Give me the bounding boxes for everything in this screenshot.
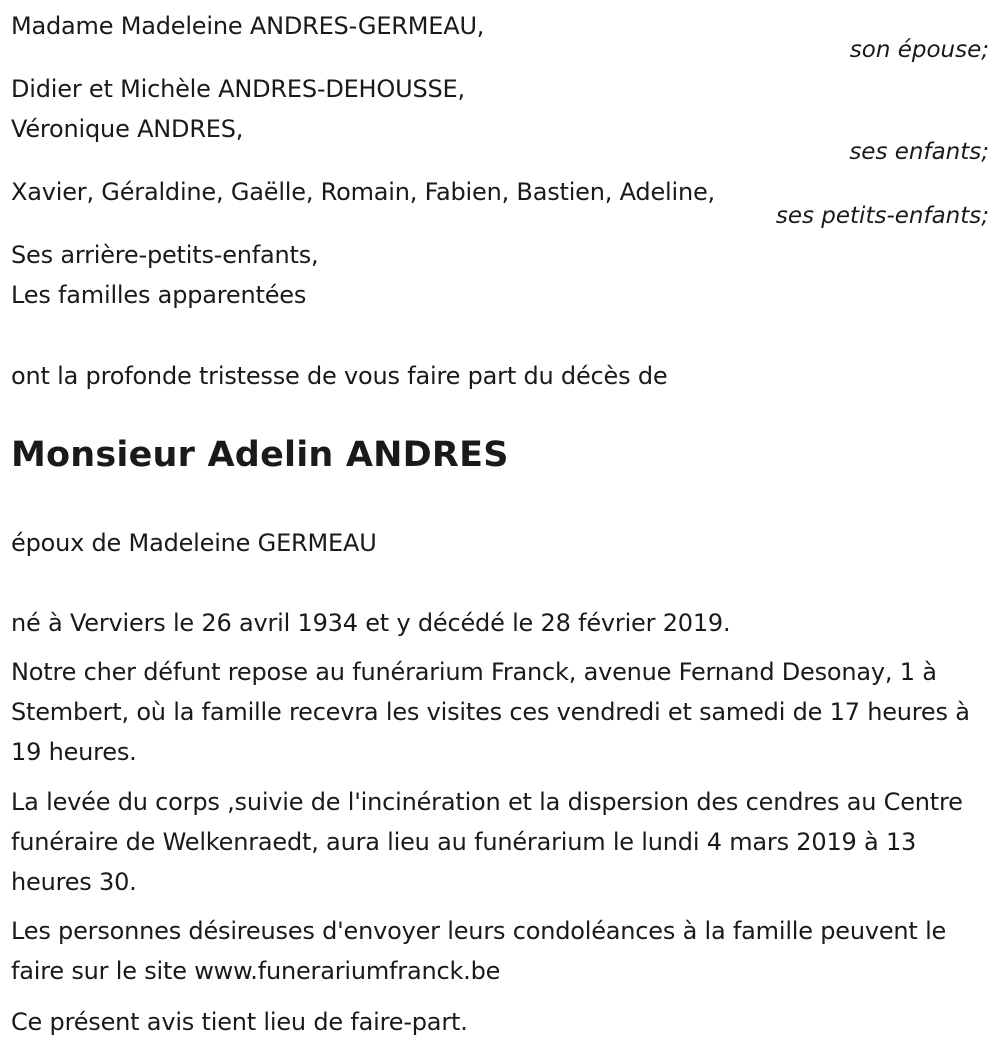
deceased-name: Monsieur Adelin ANDRES [11, 435, 509, 475]
spouse-of: époux de Madeleine GERMEAU [11, 529, 377, 557]
birth-death-info: né à Verviers le 26 avril 1934 et y décédé le 28 février 2019. [11, 609, 731, 637]
relatives: Les familles apparentées [11, 281, 307, 309]
spouse-role: son épouse; [849, 37, 989, 63]
repose-info: Notre cher défunt repose au funérarium Franck, avenue Fernand Desonay, 1 à Stembert, où la famille recevra les visites ces vendredi et samedi de 17 heures à 19 heures. [11, 658, 970, 766]
spouse-name: Madame Madeleine ANDRES-GERMEAU, [11, 12, 485, 40]
announcement-intro: ont la profonde tristesse de vous faire part du décès de [11, 362, 668, 390]
condolences-info: Les personnes désireuses d'envoyer leurs condoléances à la famille peuvent le faire sur le site www.funerariumfranck.be [11, 917, 947, 985]
ceremony-info: La levée du corps ,suivie de l'incinération et la dispersion des cendres au Centre funéraire de Welkenraedt, aura lieu au funérarium le lundi 4 mars 2019 à 13 heures 30. [11, 788, 963, 896]
closing-note: Ce présent avis tient lieu de faire-part. [11, 1008, 468, 1036]
children-line-1: Didier et Michèle ANDRES-DEHOUSSE, [11, 75, 465, 103]
great-grandchildren: Ses arrière-petits-enfants, [11, 241, 319, 269]
grandchildren-role: ses petits-enfants; [775, 203, 989, 229]
children-role: ses enfants; [849, 139, 989, 165]
children-line-2: Véronique ANDRES, [11, 115, 244, 143]
grandchildren-names: Xavier, Géraldine, Gaëlle, Romain, Fabien, Bastien, Adeline, [11, 178, 715, 206]
